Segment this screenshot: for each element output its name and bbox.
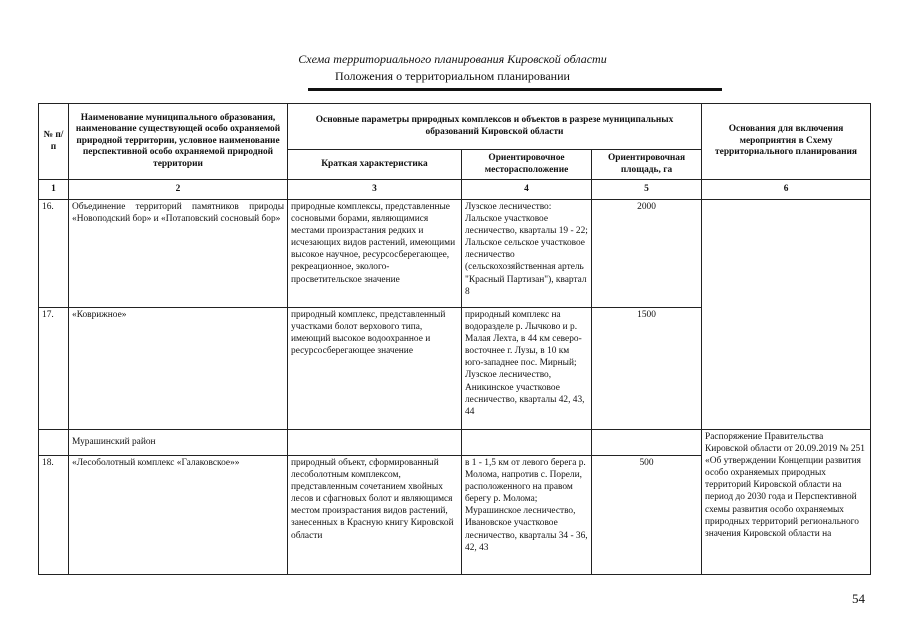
row-brief: природный комплекс, представленный участками болот верхового типа, имеющий высокое водоохранное и ресурсосберегающее значение bbox=[288, 308, 462, 430]
column-number-row bbox=[39, 180, 871, 200]
row-location: Лузское лесничество: Лальское участковое лесничество, кварталы 19 - 22; Лальское сельское участковое лесничество (сельскохозяйственная артель "Красный Партизан"), квартал 8 bbox=[462, 200, 592, 308]
district-row bbox=[39, 430, 871, 456]
row-num: 16. bbox=[39, 200, 69, 308]
document-subtitle: Положения о территориальном планировании bbox=[335, 69, 570, 83]
header-brief: Краткая характеристика bbox=[288, 150, 462, 180]
col-number: 3 bbox=[288, 180, 462, 200]
row-num: 17. bbox=[39, 308, 69, 430]
col-number: 1 bbox=[39, 180, 69, 200]
row-name: Объединение территорий памятников природы «Новоподский бор» и «Потаповский сосновый бор» bbox=[69, 200, 288, 308]
col-number: 2 bbox=[69, 180, 288, 200]
col-number: 5 bbox=[592, 180, 702, 200]
row-brief: природный объект, сформированный лесоболотным комплексом, представленным сочетанием хвойных лесов и сфагновых болот и являющимся местом произрастания видов растений, занесенных в Красную книгу Кировской области bbox=[288, 456, 462, 575]
row-location: природный комплекс на водоразделе р. Лычково и р. Малая Лехта, в 44 км северо-восточнее г. Лузы, в 10 км юго-западнее пос. Мирный; Лузское лесничество, Аникинское участковое лесничество, кварталы 42, 43, 44 bbox=[462, 308, 592, 430]
protected-areas-table bbox=[38, 103, 871, 575]
header-rule bbox=[308, 88, 722, 91]
header-basis: Основания для включения мероприятия в Схему территориального планирования bbox=[702, 104, 871, 180]
header-num: № п/п bbox=[39, 104, 69, 180]
district-num-empty bbox=[39, 430, 69, 456]
col-number: 4 bbox=[462, 180, 592, 200]
row-name: «Лесоболотный комплекс «Галаковское»» bbox=[69, 456, 288, 575]
header-location: Ориентировочное месторасположение bbox=[462, 150, 592, 180]
district-empty bbox=[288, 430, 462, 456]
district-name: Мурашинский район bbox=[69, 430, 288, 456]
header-area: Ориентировочная площадь, га bbox=[592, 150, 702, 180]
district-basis: Распоряжение Правительства Кировской области от 20.09.2019 № 251 «Об утверждении Концепции развития особо охраняемых природных территорий Кировской области на период до 2030 года и Перспективной схемы развития особо охраняемых природных территорий регионального значения Кировской области на bbox=[702, 430, 871, 575]
district-empty bbox=[592, 430, 702, 456]
header-name: Наименование муниципального образования, наименование существующей особо охраняемой природной территории, условное наименование перспективной особо охраняемой природной территории bbox=[69, 104, 288, 180]
row-basis-empty bbox=[702, 200, 871, 430]
header-params: Основные параметры природных комплексов и объектов в разрезе муниципальных образований Кировской области bbox=[288, 104, 702, 150]
page-number: 54 bbox=[852, 591, 865, 606]
row-area: 500 bbox=[592, 456, 702, 575]
table-header-row bbox=[39, 104, 871, 150]
row-area: 2000 bbox=[592, 200, 702, 308]
row-name: «Коврижное» bbox=[69, 308, 288, 430]
document-title: Схема территориального планирования Кировской области bbox=[298, 52, 607, 66]
col-number: 6 bbox=[702, 180, 871, 200]
row-location: в 1 - 1,5 км от левого берега р. Молома, напротив с. Порели, расположенного на правом берегу р. Молома; Мурашинское лесничество, Ивановское участковое лесничество, кварталы 34 - 36, 42, 43 bbox=[462, 456, 592, 575]
row-brief: природные комплексы, представленные сосновыми борами, являющимися местами произрастания редких и исчезающих видов растений, имеющими высокое научное, ресурсосберегающее, рекреационное, эколого-просветительское значение bbox=[288, 200, 462, 308]
table-row bbox=[39, 200, 871, 308]
row-num: 18. bbox=[39, 456, 69, 575]
row-area: 1500 bbox=[592, 308, 702, 430]
district-empty bbox=[462, 430, 592, 456]
